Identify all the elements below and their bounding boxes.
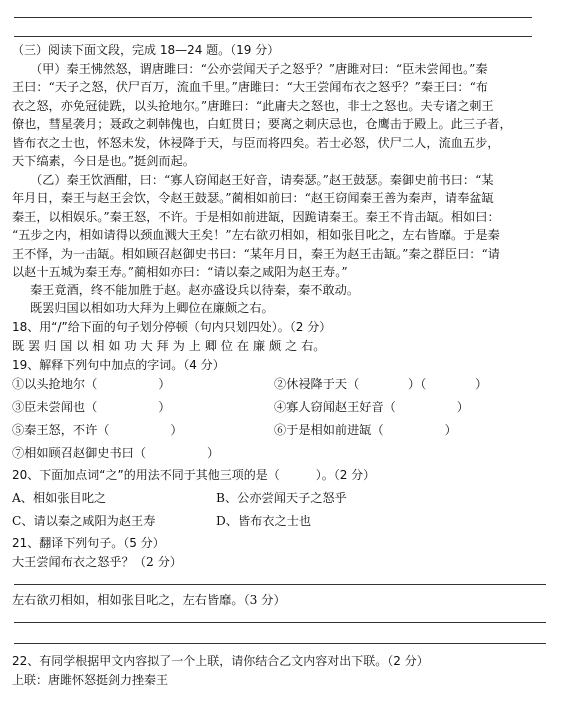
question-21-prompt: 21、翻译下列句子。（5 分） (12, 536, 165, 550)
q19-item[interactable]: ③臣未尝闻也（ ） (12, 400, 171, 414)
answer-line (14, 17, 532, 18)
q19-item-row (12, 398, 577, 416)
passage-jia-line: 僚也，彗星袭月；聂政之刺韩傀也，白虹贯日；要离之刺庆忌也，仓鹰击于殿上。此三子者， (12, 117, 512, 131)
section-title: （三）阅读下面文段，完成 18—24 题。（19 分） (12, 43, 280, 57)
q20-option-b[interactable]: B、公亦尝闻天子之怒乎 (216, 491, 347, 505)
question-18-sentence[interactable]: 既 罢 归 国 以 相 如 功 大 拜 为 上 卿 位 在 廉 颇 之 右。 (12, 339, 326, 353)
passage-jia-line: 王曰：“天子之怒，伏尸百万，流血千里。”唐雎曰：“大王尝闻布衣之怒乎？”秦王曰：“布 (12, 80, 488, 94)
passage-yi-line: （乙）秦王饮酒酣，曰：“寡人窃闻赵王好音，请奏瑟。”赵王鼓瑟。秦御史前书曰：“某 (30, 173, 494, 187)
question-22-prompt: 22、有同学根据甲文内容拟了一个上联，请你结合乙文内容对出下联。（2 分） (12, 654, 429, 668)
passage-jia-line: 衣之怒，亦免冠徒跣，以头抢地尔。”唐雎曰：“此庸夫之怒也，非士之怒也。夫专诸之刺王 (12, 99, 494, 113)
q19-item-row (12, 444, 577, 462)
passage-jia-line: 天下缟素，今日是也。”挺剑而起。 (12, 154, 195, 168)
answer-line (14, 36, 532, 37)
q21-sentence-1: 大王尝闻布衣之怒乎？（2 分） (12, 555, 183, 569)
q20-option-d[interactable]: D、皆布衣之士也 (216, 514, 312, 528)
q19-item-row (12, 375, 577, 393)
q19-item-row (12, 421, 577, 439)
answer-line[interactable] (14, 622, 546, 623)
q21-sentence-2: 左右欲刃相如，相如张目叱之，左右皆靡。（3 分） (12, 593, 286, 607)
passage-jia-line: （甲）秦王怫然怒，谓唐雎曰：“公亦尝闻天子之怒乎？”唐雎对曰：“臣未尝闻也。”秦 (30, 62, 488, 76)
q19-item[interactable]: ②休祲降于天（ ）（ ） (274, 377, 488, 391)
q19-item[interactable]: ⑤秦王怒，不许（ ） (12, 423, 183, 437)
q19-item[interactable]: ④寡人窃闻赵王好音（ ） (274, 400, 469, 414)
passage-yi-line: “五步之内，相如请得以颈血溅大王矣！”左右欲刃相如，相如张目叱之，左右皆靡。于是秦 (12, 228, 500, 242)
passage-jia-line: 皆布衣之士也，怀怒未发，休祲降于天，与臣而将四矣。若士必怒，伏尸二人，流血五步， (12, 136, 500, 150)
q22-couplet: 上联：唐雎怀怒挺剑力挫秦王 (12, 673, 169, 687)
passage-yi-line: 王不怿，为一击缻。相如顾召赵御史书曰：“某年月日，秦王为赵王击缻。”秦之群臣曰：“请 (12, 247, 500, 261)
question-19-prompt: 19、解释下列句中加点的字词。（4 分） (12, 358, 225, 372)
q20-option-a[interactable]: A、相如张目叱之 (12, 491, 107, 505)
question-20-prompt: 20、下面加点词“之”的用法不同于其他三项的是（ ）。（2 分） (12, 468, 376, 482)
answer-line[interactable] (14, 584, 546, 585)
q20-option-row (12, 489, 577, 507)
q20-option-row (12, 512, 577, 530)
q19-item[interactable]: ⑦相如顾召赵御史书曰（ ） (12, 446, 220, 460)
q20-option-c[interactable]: C、请以秦之咸阳为赵王寿 (12, 514, 156, 528)
passage-yi-line: 年月日，秦王与赵王会饮，令赵王鼓瑟。”蔺相如前曰：“赵王窃闻秦王善为秦声，请奉盆缻 (12, 191, 494, 205)
answer-line[interactable] (14, 643, 546, 644)
q19-item[interactable]: ①以头抢地尔（ ） (12, 377, 171, 391)
passage-yi-line: 以赵十五城为秦王寿。”蔺相如亦曰：“请以秦之咸阳为赵王寿。” (12, 265, 348, 279)
passage-yi-line: 既罢归国以相如功大拜为上卿位在廉颇之右。 (30, 301, 274, 315)
question-18-prompt: 18、用“/”给下面的句子划分停顿（句内只划四处）。（2 分） (12, 320, 332, 334)
q19-item[interactable]: ⑥于是相如前进缻（ ） (274, 423, 457, 437)
passage-yi-line: 秦王，以相娱乐。”秦王怒，不许。于是相如前进缻，因跪请秦王。秦王不肯击缻。相如曰： (12, 210, 500, 224)
passage-yi-line: 秦王竟酒，终不能加胜于赵。赵亦盛设兵以待秦，秦不敢动。 (30, 283, 360, 297)
